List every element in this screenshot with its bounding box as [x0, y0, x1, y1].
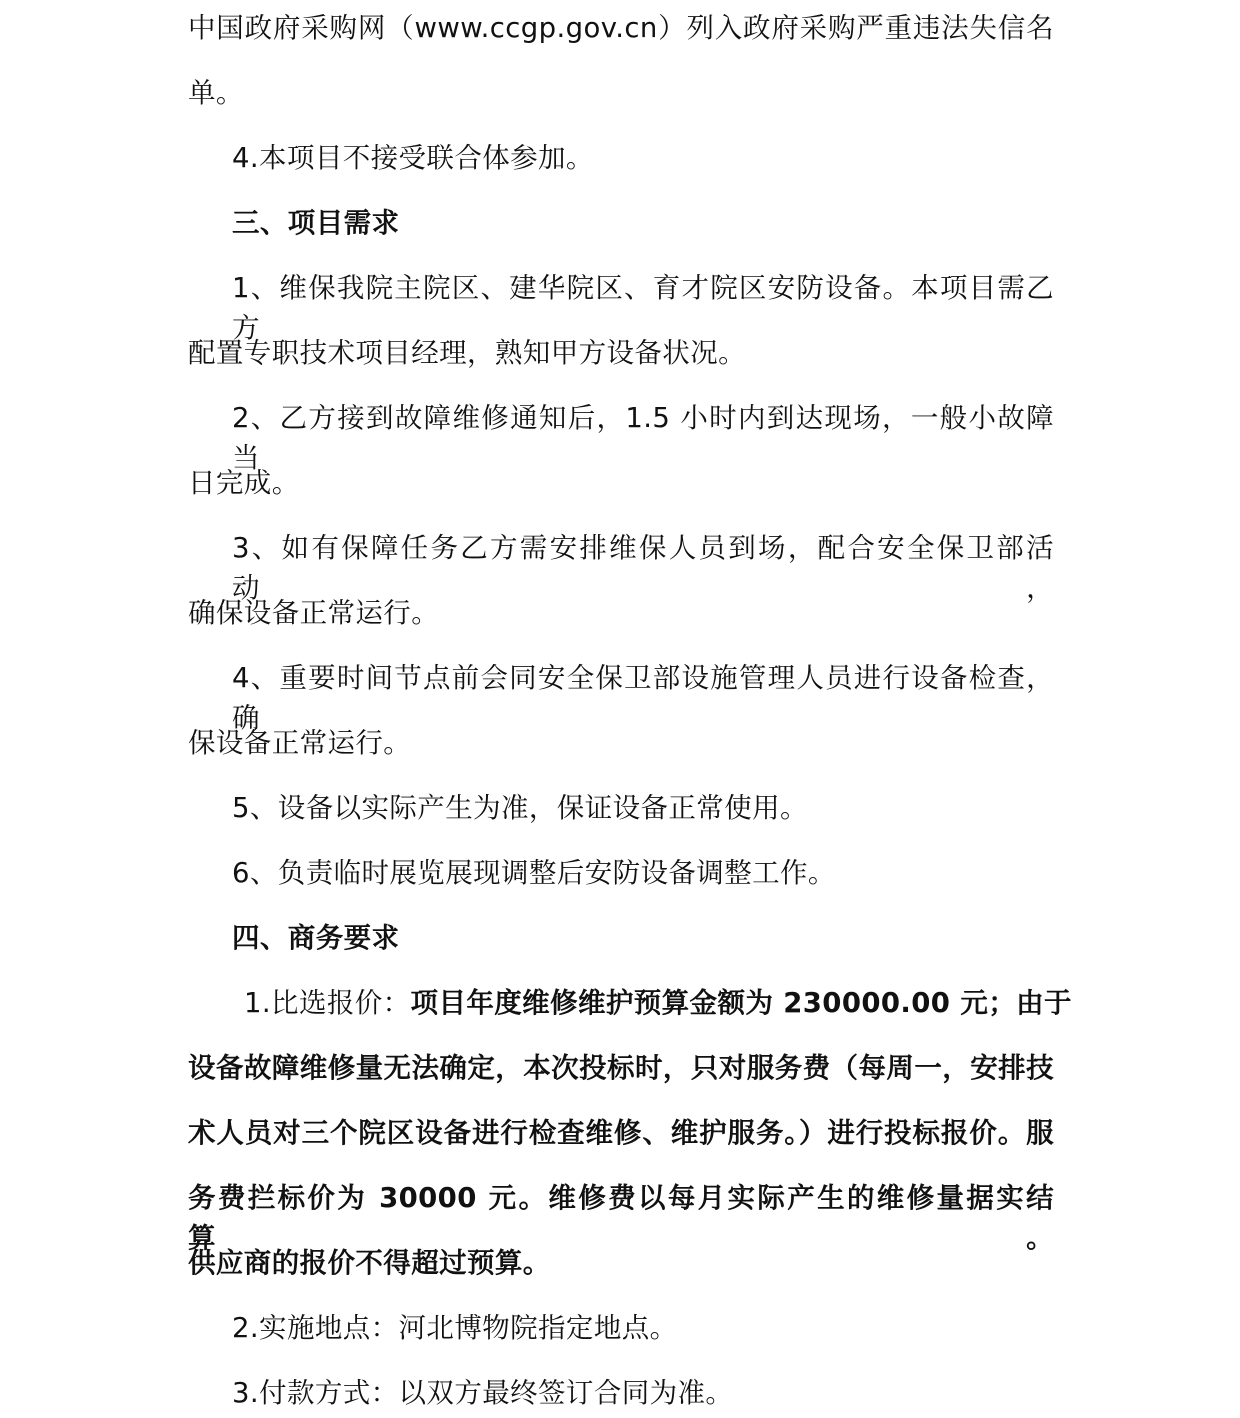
- business-1-line-4: 务费拦标价为 30000 元。维修费以每月实际产生的维修量据实结算。: [188, 1182, 1054, 1254]
- requirement-4-line-2: 保设备正常运行。: [188, 727, 412, 759]
- requirement-2-line-2: 日完成。: [188, 467, 300, 499]
- requirement-3-line-1: 3、如有保障任务乙方需安排维保人员到场，配合安全保卫部活动，: [232, 532, 1054, 604]
- requirement-1-line-2: 配置专职技术项目经理，熟知甲方设备状况。: [188, 337, 746, 369]
- business-1-line-1: [244, 983, 1072, 1023]
- business-1-label: 1.比选报价：: [244, 987, 411, 1019]
- requirement-1-line-1: 1、维保我院主院区、建华院区、育才院区安防设备。本项目需乙方: [232, 272, 1054, 344]
- requirement-4-line-1: 4、重要时间节点前会同安全保卫部设施管理人员进行设备检查，确: [232, 662, 1054, 734]
- eligibility-item-4: 4.本项目不接受联合体参加。: [232, 142, 594, 174]
- business-1-budget-text: 项目年度维修维护预算金额为 230000.00 元；由于: [410, 987, 1072, 1019]
- business-1-line-2: 设备故障维修量无法确定，本次投标时，只对服务费（每周一，安排技: [188, 1052, 1054, 1084]
- requirement-2-line-1: 2、乙方接到故障维修通知后，1.5 小时内到达现场，一般小故障当: [232, 402, 1054, 474]
- business-2-location: 2.实施地点：河北博物院指定地点。: [232, 1312, 678, 1344]
- continuation-line-1: 中国政府采购网（www.ccgp.gov.cn）列入政府采购严重违法失信名: [188, 12, 1054, 44]
- requirement-3-line-2: 确保设备正常运行。: [188, 597, 440, 629]
- section-heading-business: 四、商务要求: [232, 922, 400, 954]
- business-1-line-3: 术人员对三个院区设备进行检查维修、维护服务。）进行投标报价。服: [188, 1117, 1054, 1149]
- requirement-5: 5、设备以实际产生为准，保证设备正常使用。: [232, 792, 808, 824]
- continuation-line-2: 单。: [188, 77, 244, 109]
- business-3-payment: 3.付款方式：以双方最终签订合同为准。: [232, 1377, 734, 1409]
- requirement-6: 6、负责临时展览展现调整后安防设备调整工作。: [232, 857, 836, 889]
- business-1-line-5: 供应商的报价不得超过预算。: [188, 1247, 551, 1279]
- section-heading-requirements: 三、项目需求: [232, 207, 400, 239]
